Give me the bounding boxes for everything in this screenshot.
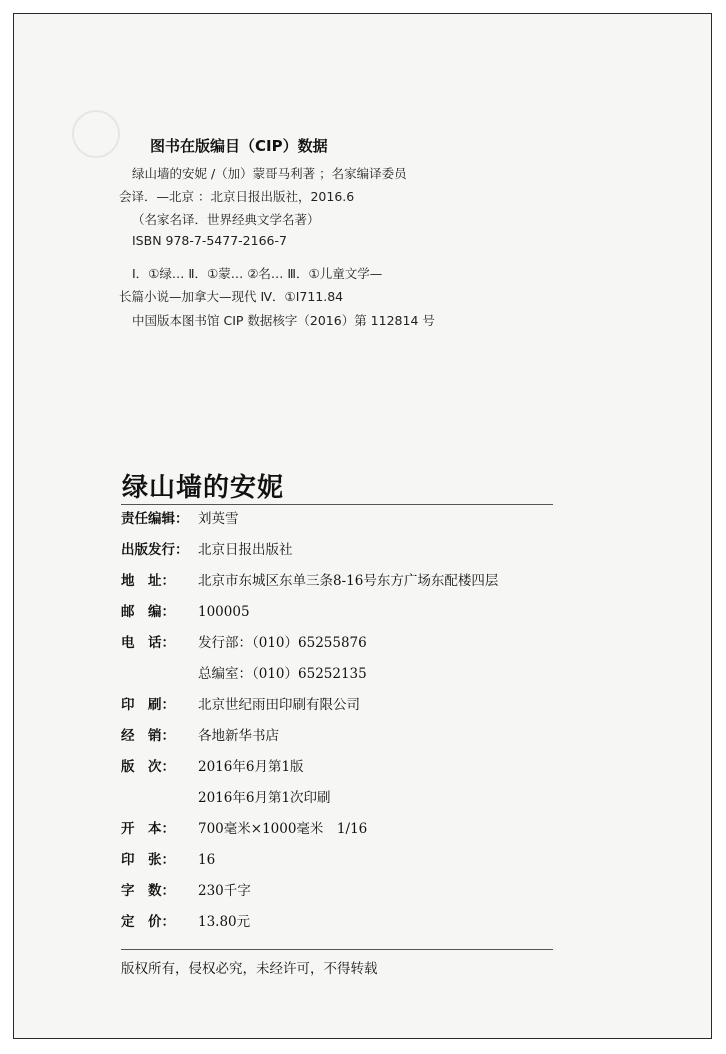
info-value: 700毫米×1000毫米 1/16 <box>198 821 368 837</box>
info-value: 16 <box>198 852 216 868</box>
info-value: 总编室：（010）65252135 <box>198 666 367 682</box>
info-row-phone-2 <box>121 663 367 685</box>
info-value: 100005 <box>198 604 250 620</box>
info-row-price <box>121 911 250 933</box>
divider-line <box>121 504 553 505</box>
info-row-word-count <box>121 880 251 902</box>
info-value: 13.80元 <box>198 914 251 930</box>
info-label: 定 价： <box>121 914 175 930</box>
info-label: 印 张： <box>121 852 175 868</box>
info-label: 出版发行： <box>121 542 189 558</box>
info-value: 230千字 <box>198 883 251 899</box>
info-row-printing <box>121 787 331 809</box>
info-label: 电 话： <box>121 635 175 651</box>
info-value: 北京日报出版社 <box>198 542 293 558</box>
info-row-distributor <box>121 725 279 747</box>
info-value: 2016年6月第1版 <box>198 759 304 775</box>
info-label: 版 次： <box>121 759 175 775</box>
info-row-editor <box>121 508 239 530</box>
info-row-sheets <box>121 849 215 871</box>
info-label: 印 刷： <box>121 697 175 713</box>
info-value: 2016年6月第1次印刷 <box>198 790 331 806</box>
faint-seal-mark <box>72 110 120 158</box>
info-label: 邮 编： <box>121 604 175 620</box>
copyright-page <box>13 13 712 1039</box>
cip-line: Ⅰ．①绿… Ⅱ．①蒙… ②名… Ⅲ．①儿童文学— <box>132 266 383 281</box>
info-label: 责任编辑： <box>121 511 189 527</box>
cip-line: 中国版本图书馆 CIP 数据核字（2016）第 112814 号 <box>132 313 435 328</box>
info-row-edition <box>121 756 304 778</box>
divider-line <box>121 949 553 950</box>
book-title: 绿山墙的安妮 <box>122 473 285 503</box>
info-label: 开 本： <box>121 821 175 837</box>
copyright-notice: 版权所有，侵权必究，未经许可，不得转载 <box>121 961 378 977</box>
info-value: 各地新华书店 <box>198 728 279 744</box>
info-row-printer <box>121 694 360 716</box>
info-row-publisher <box>121 539 293 561</box>
info-row-postcode <box>121 601 250 623</box>
info-value: 北京市东城区东单三条8-16号东方广场东配楼四层 <box>198 573 499 589</box>
info-value: 北京世纪雨田印刷有限公司 <box>198 697 360 713</box>
cip-title: 图书在版编目（CIP）数据 <box>150 137 328 155</box>
info-row-phone <box>121 632 367 654</box>
info-value: 刘英雪 <box>198 511 239 527</box>
cip-line: 长篇小说—加拿大—现代 Ⅳ．①I711.84 <box>119 289 344 304</box>
info-label: 经 销： <box>121 728 175 744</box>
info-row-format <box>121 818 367 840</box>
info-row-address <box>121 570 498 592</box>
cip-line: 会译．—北京 ：北京日报出版社，2016.6 <box>119 189 355 204</box>
info-label: 字 数： <box>121 883 175 899</box>
cip-line: ISBN 978-7-5477-2166-7 <box>132 233 287 248</box>
cip-line: 绿山墙的安妮 /（加）蒙哥马利著 ；名家编译委员 <box>132 166 407 181</box>
info-label: 地 址： <box>121 573 175 589</box>
info-value: 发行部：（010）65255876 <box>198 635 367 651</box>
cip-line: （名家名译．世界经典文学名著） <box>132 212 320 227</box>
